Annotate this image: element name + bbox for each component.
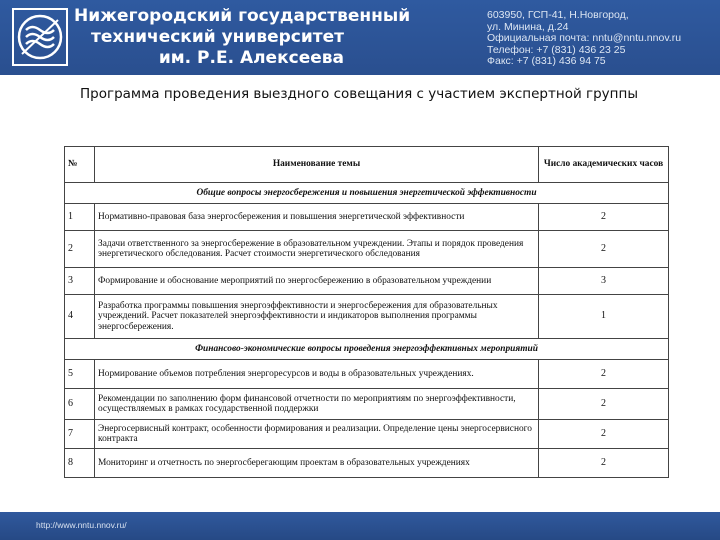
contact-phone: Телефон: +7 (831) 436 23 25: [487, 44, 626, 56]
footer-url-link[interactable]: http://www.nntu.nnov.ru/: [36, 520, 127, 530]
row-hours: 2: [539, 204, 669, 231]
header-num: №: [65, 147, 95, 183]
table-row: [65, 449, 669, 478]
contact-fax: Факс: +7 (831) 436 94 75: [487, 56, 606, 68]
row-num: 6: [65, 389, 95, 420]
table-row: [65, 231, 669, 268]
row-num: 8: [65, 449, 95, 478]
row-topic: Энергосервисный контракт, особенности формирования и реализации. Определение цены энергосервисного контракта: [95, 420, 539, 449]
university-name-line-2: технический университет: [91, 27, 344, 47]
row-hours: 2: [539, 231, 669, 268]
page-title: Программа проведения выездного совещания с участием экспертной группы: [80, 86, 638, 102]
row-num: 5: [65, 360, 95, 389]
row-num: 7: [65, 420, 95, 449]
contact-info: [487, 10, 712, 68]
row-topic: Нормирование объемов потребления энергоресурсов и воды в образовательных учреждениях.: [95, 360, 539, 389]
row-num: 2: [65, 231, 95, 268]
row-hours: 3: [539, 268, 669, 295]
row-topic: Нормативно-правовая база энергосбережения и повышения энергетической эффективности: [95, 204, 539, 231]
header-banner: [0, 0, 720, 75]
row-topic: Формирование и обоснование мероприятий по энергосбережению в образовательном учреждении: [95, 268, 539, 295]
footer-bar: [0, 512, 720, 540]
row-hours: 2: [539, 389, 669, 420]
header-topic: Наименование темы: [95, 147, 539, 183]
table-row: [65, 204, 669, 231]
row-topic: Рекомендации по заполнению форм финансовой отчетности по мероприятиям по энергоэффективности, осуществляемых в рамках государственной поддержки: [95, 389, 539, 420]
contact-email: Официальная почта: nntu@nntu.nnov.ru: [487, 33, 682, 45]
university-logo-icon: [12, 8, 68, 66]
section-row: [65, 183, 669, 204]
header-hours: Число академических часов: [539, 147, 669, 183]
section-title: Общие вопросы энергосбережения и повышения энергетической эффективности: [65, 183, 669, 204]
row-hours: 2: [539, 420, 669, 449]
table-row: [65, 268, 669, 295]
row-topic: Задачи ответственного за энергосбережение в образовательном учреждении. Этапы и порядок проведения энергетического обследования. Расчет стоимости энергетического обследования: [95, 231, 539, 268]
section-title: Финансово-экономические вопросы проведения энергоэффективных мероприятий: [65, 339, 669, 360]
table-row: [65, 420, 669, 449]
row-num: 3: [65, 268, 95, 295]
university-name-line-3: им. Р.Е. Алексеева: [158, 48, 344, 68]
row-hours: 2: [539, 449, 669, 478]
contact-address: 603950, ГСП-41, Н.Новгород,: [487, 10, 629, 21]
row-topic: Разработка программы повышения энергоэффективности и энергосбережения для образовательных учреждений. Расчет показателей энергоэффективности и индикаторов выполнения программы энергосбережения.: [95, 295, 539, 339]
row-hours: 1: [539, 295, 669, 339]
table-row: [65, 360, 669, 389]
row-num: 4: [65, 295, 95, 339]
table-row: [65, 389, 669, 420]
university-name-line-1: Нижегородский государственный: [74, 6, 411, 26]
section-row: [65, 339, 669, 360]
table-row: [65, 295, 669, 339]
contact-street: ул. Минина, д.24: [487, 21, 569, 33]
row-topic: Мониторинг и отчетность по энергосберегающим проектам в образовательных учреждениях: [95, 449, 539, 478]
row-hours: 2: [539, 360, 669, 389]
row-num: 1: [65, 204, 95, 231]
program-table: [64, 146, 669, 478]
university-name: [74, 6, 411, 69]
table-header-row: [65, 147, 669, 183]
